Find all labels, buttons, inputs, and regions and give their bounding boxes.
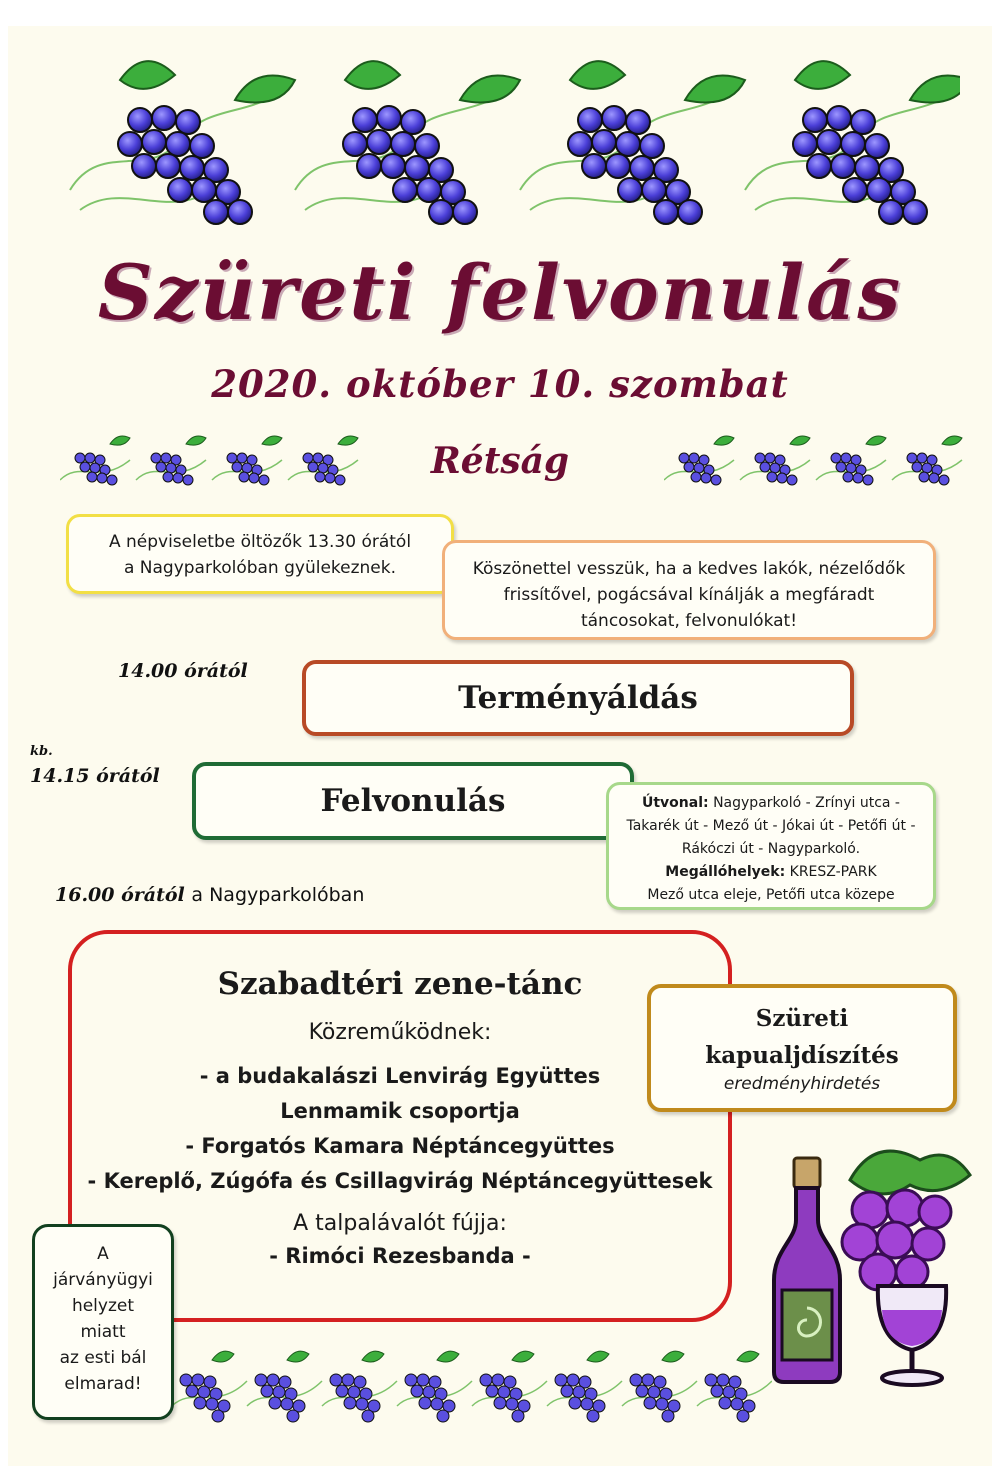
parade-time: 14.15 órától	[30, 765, 160, 787]
parade-title: Felvonulás	[320, 783, 506, 819]
music-label: A talpalávalót fújja:	[293, 1211, 507, 1236]
covid-line: miatt	[80, 1322, 126, 1342]
covid-line: helyzet	[71, 1296, 135, 1316]
performer-item: - Forgatós Kamara Néptáncegyüttes	[185, 1134, 615, 1158]
dance-time: 16.00 órától	[55, 884, 185, 906]
grape-border-top	[60, 40, 960, 240]
route-text: Takarék út - Mező út - Jókai út - Petőfi út -	[626, 818, 916, 834]
event-date: 2020. október 10. szombat	[211, 362, 789, 406]
performer-item: - Kereplő, Zúgófa és Csillagvirág Néptáncegyüttesek	[87, 1169, 713, 1193]
thanks-note	[442, 540, 936, 640]
stops-text: Mező utca eleje, Petőfi utca közepe	[647, 887, 895, 903]
page-title: Szüreti felvonulás	[97, 248, 903, 337]
route-box	[606, 782, 936, 910]
route-text: Rákóczi út - Nagyparkoló.	[681, 841, 861, 857]
dance-time-line	[55, 884, 364, 906]
grape-border-bottom	[172, 1346, 772, 1426]
decoration-title-1: Szüreti	[755, 1005, 849, 1032]
covid-line: A	[97, 1244, 109, 1264]
decoration-title-2: kapualjdíszítés	[705, 1042, 899, 1069]
band-name: - Rimóci Rezesbanda -	[269, 1244, 531, 1268]
covid-line: elmarad!	[64, 1374, 142, 1394]
gathering-line: a Nagyparkolóban gyülekeznek.	[123, 558, 397, 578]
decoration-contest-box	[647, 984, 957, 1112]
thanks-line: táncosokat, felvonulókat!	[580, 611, 798, 631]
thanks-line: Köszönettel vesszük, ha a kedves lakók, nézelődők	[472, 559, 906, 579]
gathering-line: A népviseletbe öltözők 13.30 órától	[108, 532, 412, 552]
covid-line: az esti bál	[59, 1348, 147, 1368]
contributors-label: Közreműködnek:	[308, 1020, 492, 1045]
harvest-blessing-box	[302, 660, 854, 736]
covid-note	[32, 1224, 174, 1420]
grape-cluster-icon	[842, 1151, 970, 1290]
harvest-title: Terményáldás	[458, 680, 698, 716]
performer-item: Lenmamik csoportja	[280, 1099, 520, 1123]
decoration-subtitle: eredményhirdetés	[723, 1074, 881, 1094]
dance-place: a Nagyparkolóban	[191, 884, 365, 906]
performer-list	[72, 1059, 728, 1199]
stops-text: KRESZ-PARK	[789, 864, 877, 880]
performer-item: - a budakalászi Lenvirág Együttes	[199, 1064, 601, 1088]
route-label: Útvonal:	[642, 795, 709, 811]
program-title: Szabadtéri zene-tánc	[217, 966, 583, 1002]
parade-box	[192, 762, 634, 840]
event-town: Rétság	[430, 440, 570, 482]
gathering-note	[66, 514, 454, 594]
covid-line: járványügyi	[53, 1270, 153, 1290]
wine-bottle-icon	[774, 1158, 840, 1382]
parade-approx: kb.	[30, 744, 53, 759]
stops-label: Megállóhelyek:	[665, 864, 786, 880]
thanks-line: frissítővel, pogácsával kínálják a megfáradt	[503, 585, 875, 605]
harvest-time: 14.00 órától	[118, 660, 248, 682]
route-text: Nagyparkoló - Zrínyi utca -	[713, 795, 900, 811]
wine-glass-icon	[878, 1286, 946, 1385]
wine-illustration	[770, 1140, 990, 1390]
